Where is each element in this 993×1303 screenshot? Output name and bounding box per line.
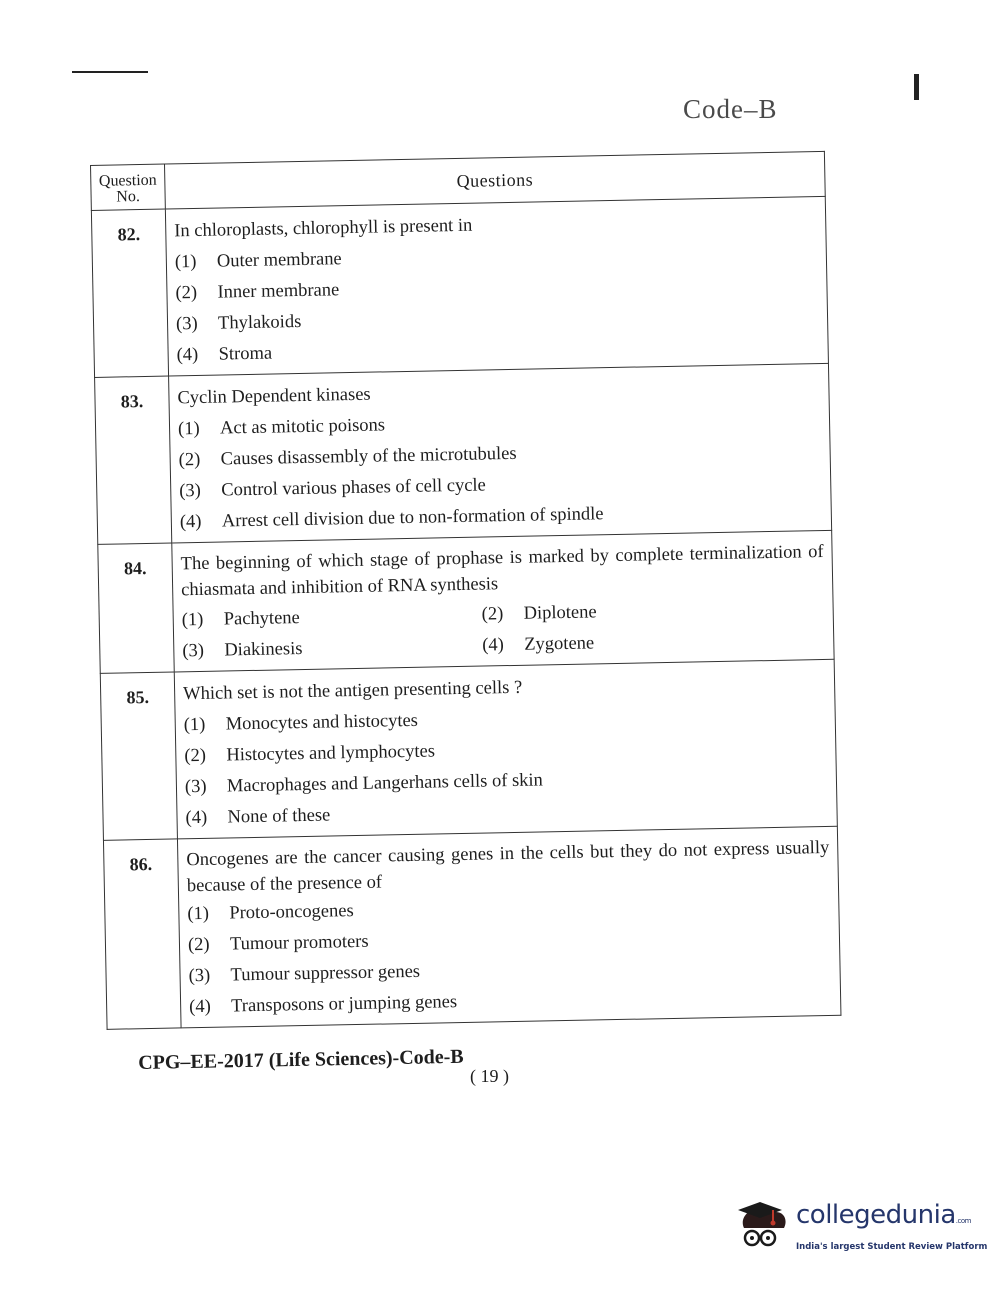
question-body [169,363,832,543]
question-number: 85. [100,672,177,840]
question-table [90,151,841,1030]
mascot-icon [738,1198,794,1256]
question-row-84 [98,530,834,673]
question-text: Which set is not the antigen presenting cells ? [182,677,523,705]
option-item: (1) Outer membrane [174,249,342,273]
option-item: (1) Proto-oncogenes [187,901,354,925]
question-body [177,826,841,1028]
question-text: The beginning of which stage of prophase is marked by complete terminalization of chiasmata and inhibition of RNA synthesis [180,541,824,601]
question-number: 84. [98,543,174,673]
exam-code-footer: CPG–EE-2017 (Life Sciences)-Code-B [138,1045,464,1074]
question-body [172,530,834,672]
question-row-83 [95,363,832,544]
question-body [174,659,837,839]
paper-code-label: Code–B [683,94,778,124]
question-sheet [90,151,841,1030]
question-text: Cyclin Dependent kinases [177,384,371,409]
option-item: (2) Tumour promoters [187,931,369,956]
brand-name: collegedunia.com [796,1200,971,1230]
page-number: ( 19 ) [470,1066,509,1086]
question-row-85 [100,659,837,840]
option-item: (1) Act as mitotic poisons [177,415,386,440]
option-item: (2) Histocytes and lymphocytes [184,741,436,767]
option-item: (4) Arrest cell division due to non-formation of spindle [179,504,604,533]
scan-edge-mark [914,74,919,100]
question-text: In chloroplasts, chlorophyll is present in [174,215,473,242]
question-row-82 [91,196,828,377]
question-row-86 [103,826,840,1029]
option-item: (4) Transposons or jumping genes [188,992,458,1018]
option-item: (3) Tumour suppressor genes [188,961,421,987]
question-text: Oncogenes are the cancer causing genes in the cells but they do not express usually because of the presence of [186,837,830,897]
question-number-header: Question No. [91,164,166,210]
option-item: (4) Zygotene [482,633,595,656]
question-number: 86. [103,839,181,1029]
option-item: (3) Control various phases of cell cycle [179,475,486,502]
question-number: 83. [95,376,172,544]
option-item: (3) Thylakoids [175,311,302,335]
questions-header: Questions [164,151,825,209]
option-item: (1) Monocytes and histocytes [183,710,419,736]
option-item: (4) Stroma [176,343,273,366]
option-item: (4) None of these [185,805,331,829]
option-item: (2) Inner membrane [175,280,340,304]
question-number: 82. [91,209,168,377]
collegedunia-watermark [738,1196,988,1258]
option-grid [181,593,825,667]
question-body [165,196,828,376]
option-item: (2) Diplotene [481,602,597,625]
top-rule [72,71,148,73]
option-item: (2) Causes disassembly of the microtubules [178,443,517,471]
option-item: (3) Diakinesis [182,639,303,662]
brand-tagline: India's largest Student Review Platform [796,1242,988,1252]
option-item: (3) Macrophages and Langerhans cells of skin [184,770,544,798]
option-item: (1) Pachytene [181,608,300,631]
